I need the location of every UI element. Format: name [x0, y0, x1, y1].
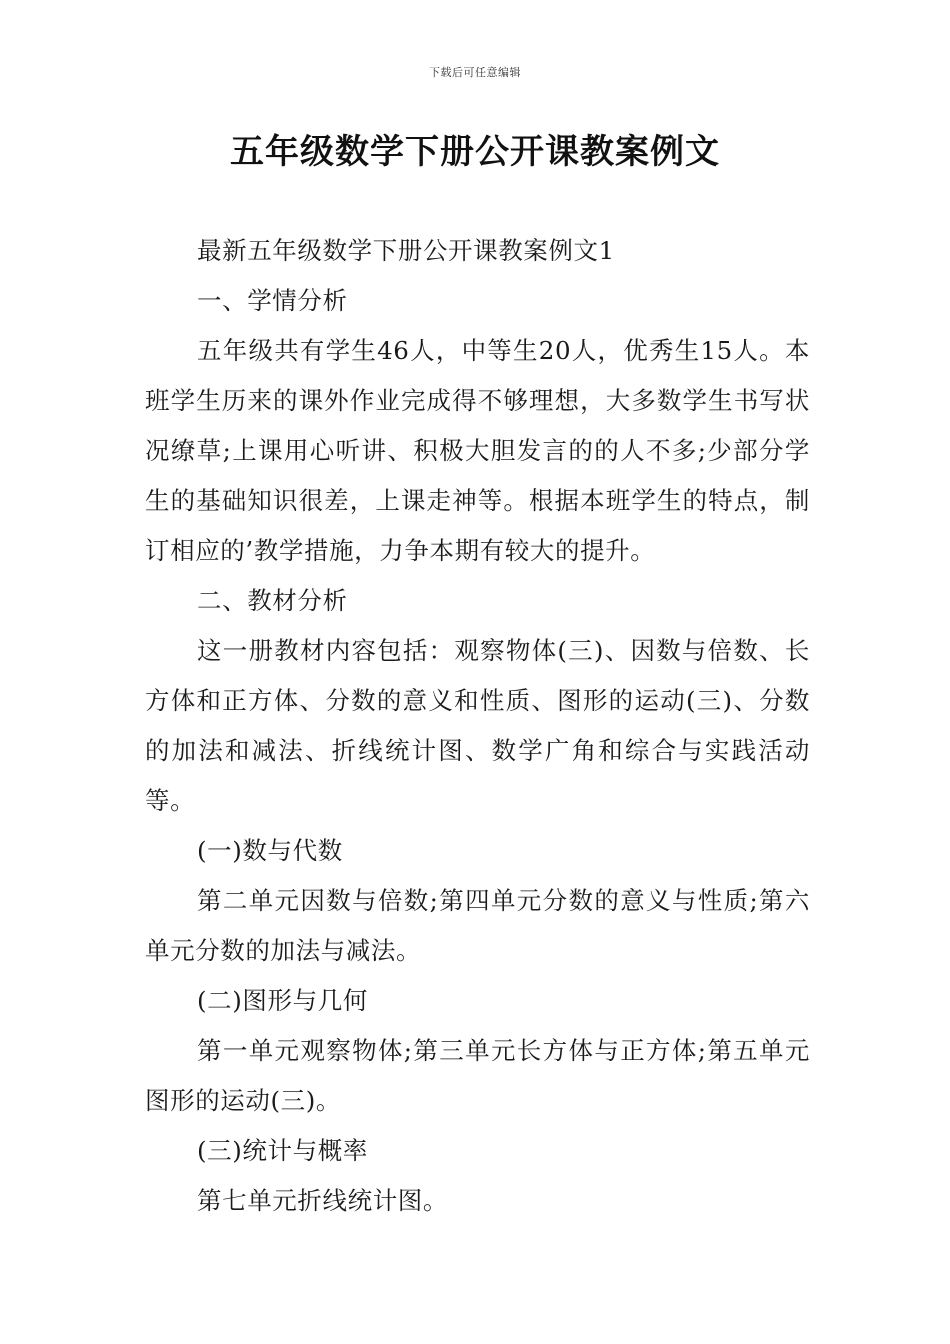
- section-heading-textbook-analysis: 二、教材分析: [197, 586, 348, 615]
- body-paragraph: 第七单元折线统计图。: [197, 1186, 448, 1215]
- body-paragraph: 第一单元观察物体;第三单元长方体与正方体;第五单元图形的运动(三)。: [145, 1036, 810, 1115]
- document-body: [145, 226, 810, 1226]
- body-paragraph: 第二单元因数与倍数;第四单元分数的意义与性质;第六单元分数的加法与减法。: [145, 886, 810, 965]
- subsection-heading-numbers-algebra: (一)数与代数: [197, 836, 343, 865]
- subtitle-paragraph: 最新五年级数学下册公开课教案例文1: [197, 236, 615, 265]
- subsection-heading-geometry: (二)图形与几何: [197, 986, 368, 1015]
- subsection-heading-statistics: (三)统计与概率: [197, 1136, 368, 1165]
- document-title: 五年级数学下册公开课教案例文: [230, 132, 720, 172]
- body-paragraph: 这一册教材内容包括：观察物体(三)、因数与倍数、长方体和正方体、分数的意义和性质、图形的运动(三)、分数的加法和减法、折线统计图、数学广角和综合与实践活动等。: [145, 636, 810, 815]
- section-heading-learning-analysis: 一、学情分析: [197, 286, 348, 315]
- header-note: 下载后可任意编辑: [429, 66, 521, 79]
- body-paragraph: 五年级共有学生46人，中等生20人，优秀生15人。本班学生历来的课外作业完成得不够理想，大多数学生书写状况缭草;上课用心听讲、积极大胆发言的的人不多;少部分学生的基础知识很差，上课走神等。根据本班学生的特点，制订相应的’教学措施，力争本期有较大的提升。: [145, 336, 810, 565]
